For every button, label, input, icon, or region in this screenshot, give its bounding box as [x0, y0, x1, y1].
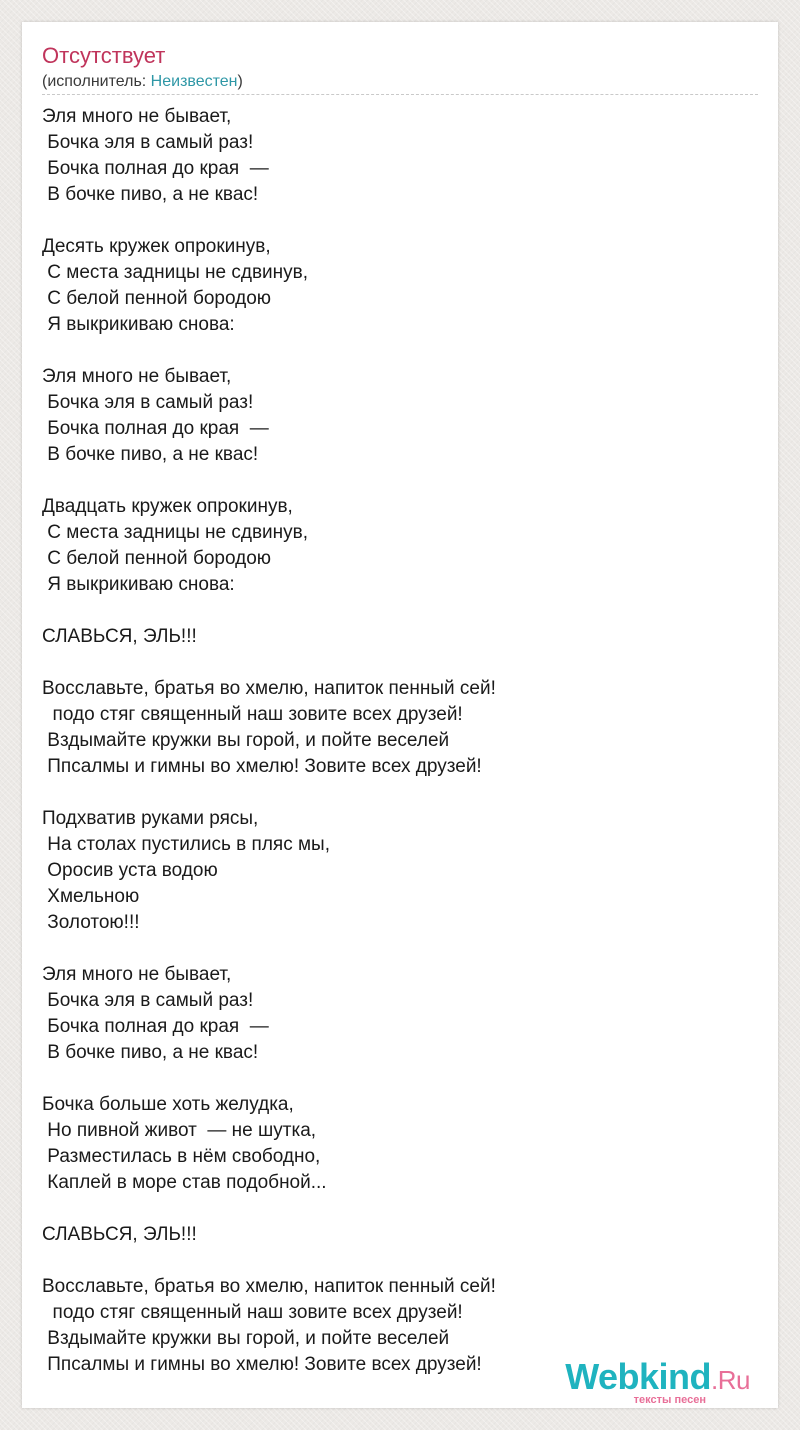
song-title: Отсутствует	[42, 43, 166, 68]
lyrics-text: Эля много не бывает, Бочка эля в самый раз! Бочка полная до края — В бочке пиво, а не квас! Десять кружек опрокинув, С места задницы не сдвинув, С белой пенной бородою Я выкрикиваю снова: Эля много не бывает, Бочка эля в самый раз! Бочка полная до края — В бочке пиво, а не квас! Двадцать кружек опрокинув, С места задницы не сдвинув, С белой пенной бородою Я выкрикиваю снова: СЛАВЬСЯ, ЭЛЬ!!! Восславьте, братья во хмелю, напиток пенный сей! подо стяг священный наш зовите всех друзей! Вздымайте кружки вы горой, и пойте веселей Ппсалмы и гимны во хмелю! Зовите всех друзей! Подхватив руками рясы, На столах пустились в пляс мы, Оросив уста водою Хмельною Золотою!!! Эля много не бывает, Бочка эля в самый раз! Бочка полная до края — В бочке пиво, а не квас! Бочка больше хоть желудка, Но пивной живот — не шутка, Разместилась в нём свободно, Каплей в море став подобной... СЛАВЬСЯ, ЭЛЬ!!! Восславьте, братья во хмелю, напиток пенный сей! подо стяг священный наш зовите всех друзей! Вздымайте кружки вы горой, и пойте веселей Ппсалмы и гимны во хмелю! Зовите всех друзей!	[42, 106, 496, 1375]
artist-prefix: (исполнитель:	[42, 73, 151, 90]
artist-link[interactable]: Неизвестен	[150, 73, 238, 90]
lyrics-card	[22, 22, 778, 1408]
logo-name: Webkind	[565, 1356, 712, 1397]
logo-tld: .Ru	[711, 1365, 750, 1395]
artist-line	[42, 72, 243, 92]
logo-wordmark	[565, 1356, 750, 1398]
logo-tagline: тексты песен	[633, 1394, 706, 1406]
title-divider	[42, 94, 758, 95]
artist-suffix: )	[237, 73, 243, 90]
site-logo[interactable]	[565, 1356, 750, 1406]
